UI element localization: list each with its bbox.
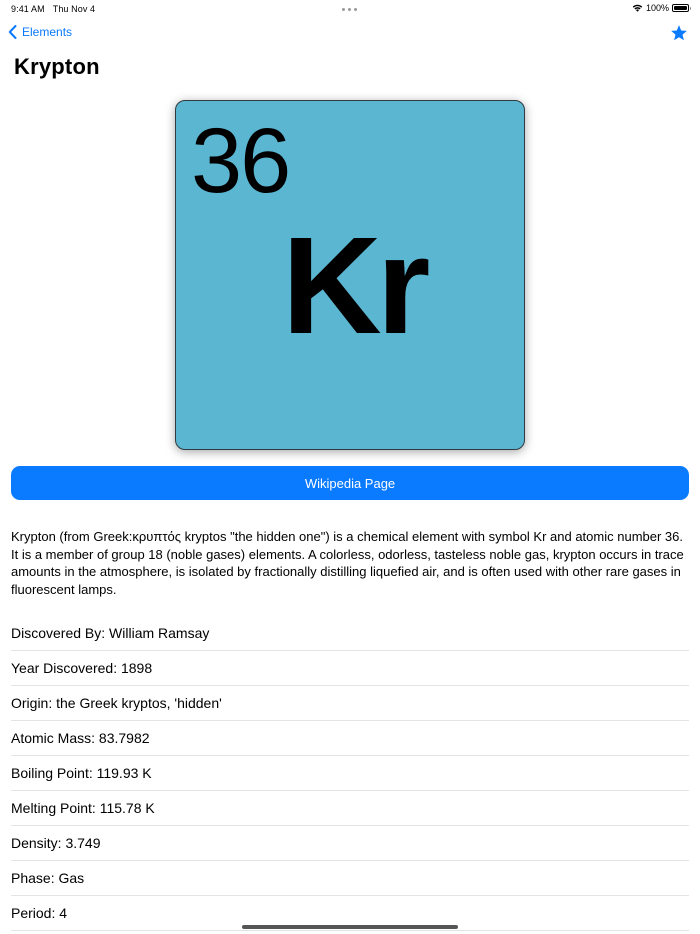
status-time: 9:41 AM	[11, 4, 45, 14]
fact-label: Origin: the Greek kryptos, 'hidden'	[11, 695, 222, 711]
page-title: Krypton	[14, 54, 100, 79]
multitasking-dots-icon[interactable]	[342, 8, 357, 11]
status-bar	[0, 0, 700, 18]
fact-boiling-point	[11, 756, 689, 791]
fact-label: Density: 3.749	[11, 835, 101, 851]
home-indicator[interactable]	[242, 925, 458, 929]
wikipedia-page-button[interactable]	[11, 466, 689, 500]
fact-label: Atomic Mass: 83.7982	[11, 730, 150, 746]
element-description: Krypton (from Greek:κρυπτός kryptos "the hidden one") is a chemical element with symbol Kr and atomic number 36. It is a member of group 18 (noble gases) elements. A colorless, odorless, tasteless noble gas, krypton occurs in trace amounts in the atmosphere, is isolated by fractionally distilling liquefied air, and is often used with other rare gases in fluorescent lamps.	[11, 529, 684, 597]
fact-label: Boiling Point: 119.93 K	[11, 765, 152, 781]
facts-list	[11, 615, 689, 931]
fact-density	[11, 826, 689, 861]
favorite-button[interactable]	[670, 24, 688, 47]
fact-atomic-mass	[11, 721, 689, 756]
battery-icon	[672, 4, 689, 12]
element-symbol: Kr	[282, 209, 426, 363]
navigation-bar	[0, 22, 700, 48]
fact-label: Discovered By: William Ramsay	[11, 624, 210, 641]
fact-phase	[11, 861, 689, 896]
fact-origin	[11, 686, 689, 721]
fact-discovered-by	[11, 615, 689, 651]
fact-label: Period: 4	[11, 905, 68, 921]
battery-percent: 100%	[645, 3, 669, 13]
wikipedia-button-label: Wikipedia Page	[304, 475, 396, 491]
status-date: Thu Nov 4	[52, 4, 96, 14]
chevron-left-icon	[8, 25, 17, 39]
atomic-number: 36	[191, 110, 290, 212]
fact-year-discovered	[11, 651, 689, 686]
status-indicators	[632, 3, 689, 13]
status-time-date	[11, 4, 95, 14]
fact-label: Phase: Gas	[11, 870, 85, 886]
wifi-icon	[632, 4, 643, 12]
element-tile	[175, 100, 525, 450]
fact-label: Year Discovered: 1898	[11, 660, 153, 676]
star-filled-icon	[670, 24, 688, 42]
back-button-label: Elements	[22, 25, 73, 39]
fact-melting-point	[11, 791, 689, 826]
back-button[interactable]	[8, 25, 72, 39]
fact-label: Melting Point: 115.78 K	[11, 800, 155, 816]
